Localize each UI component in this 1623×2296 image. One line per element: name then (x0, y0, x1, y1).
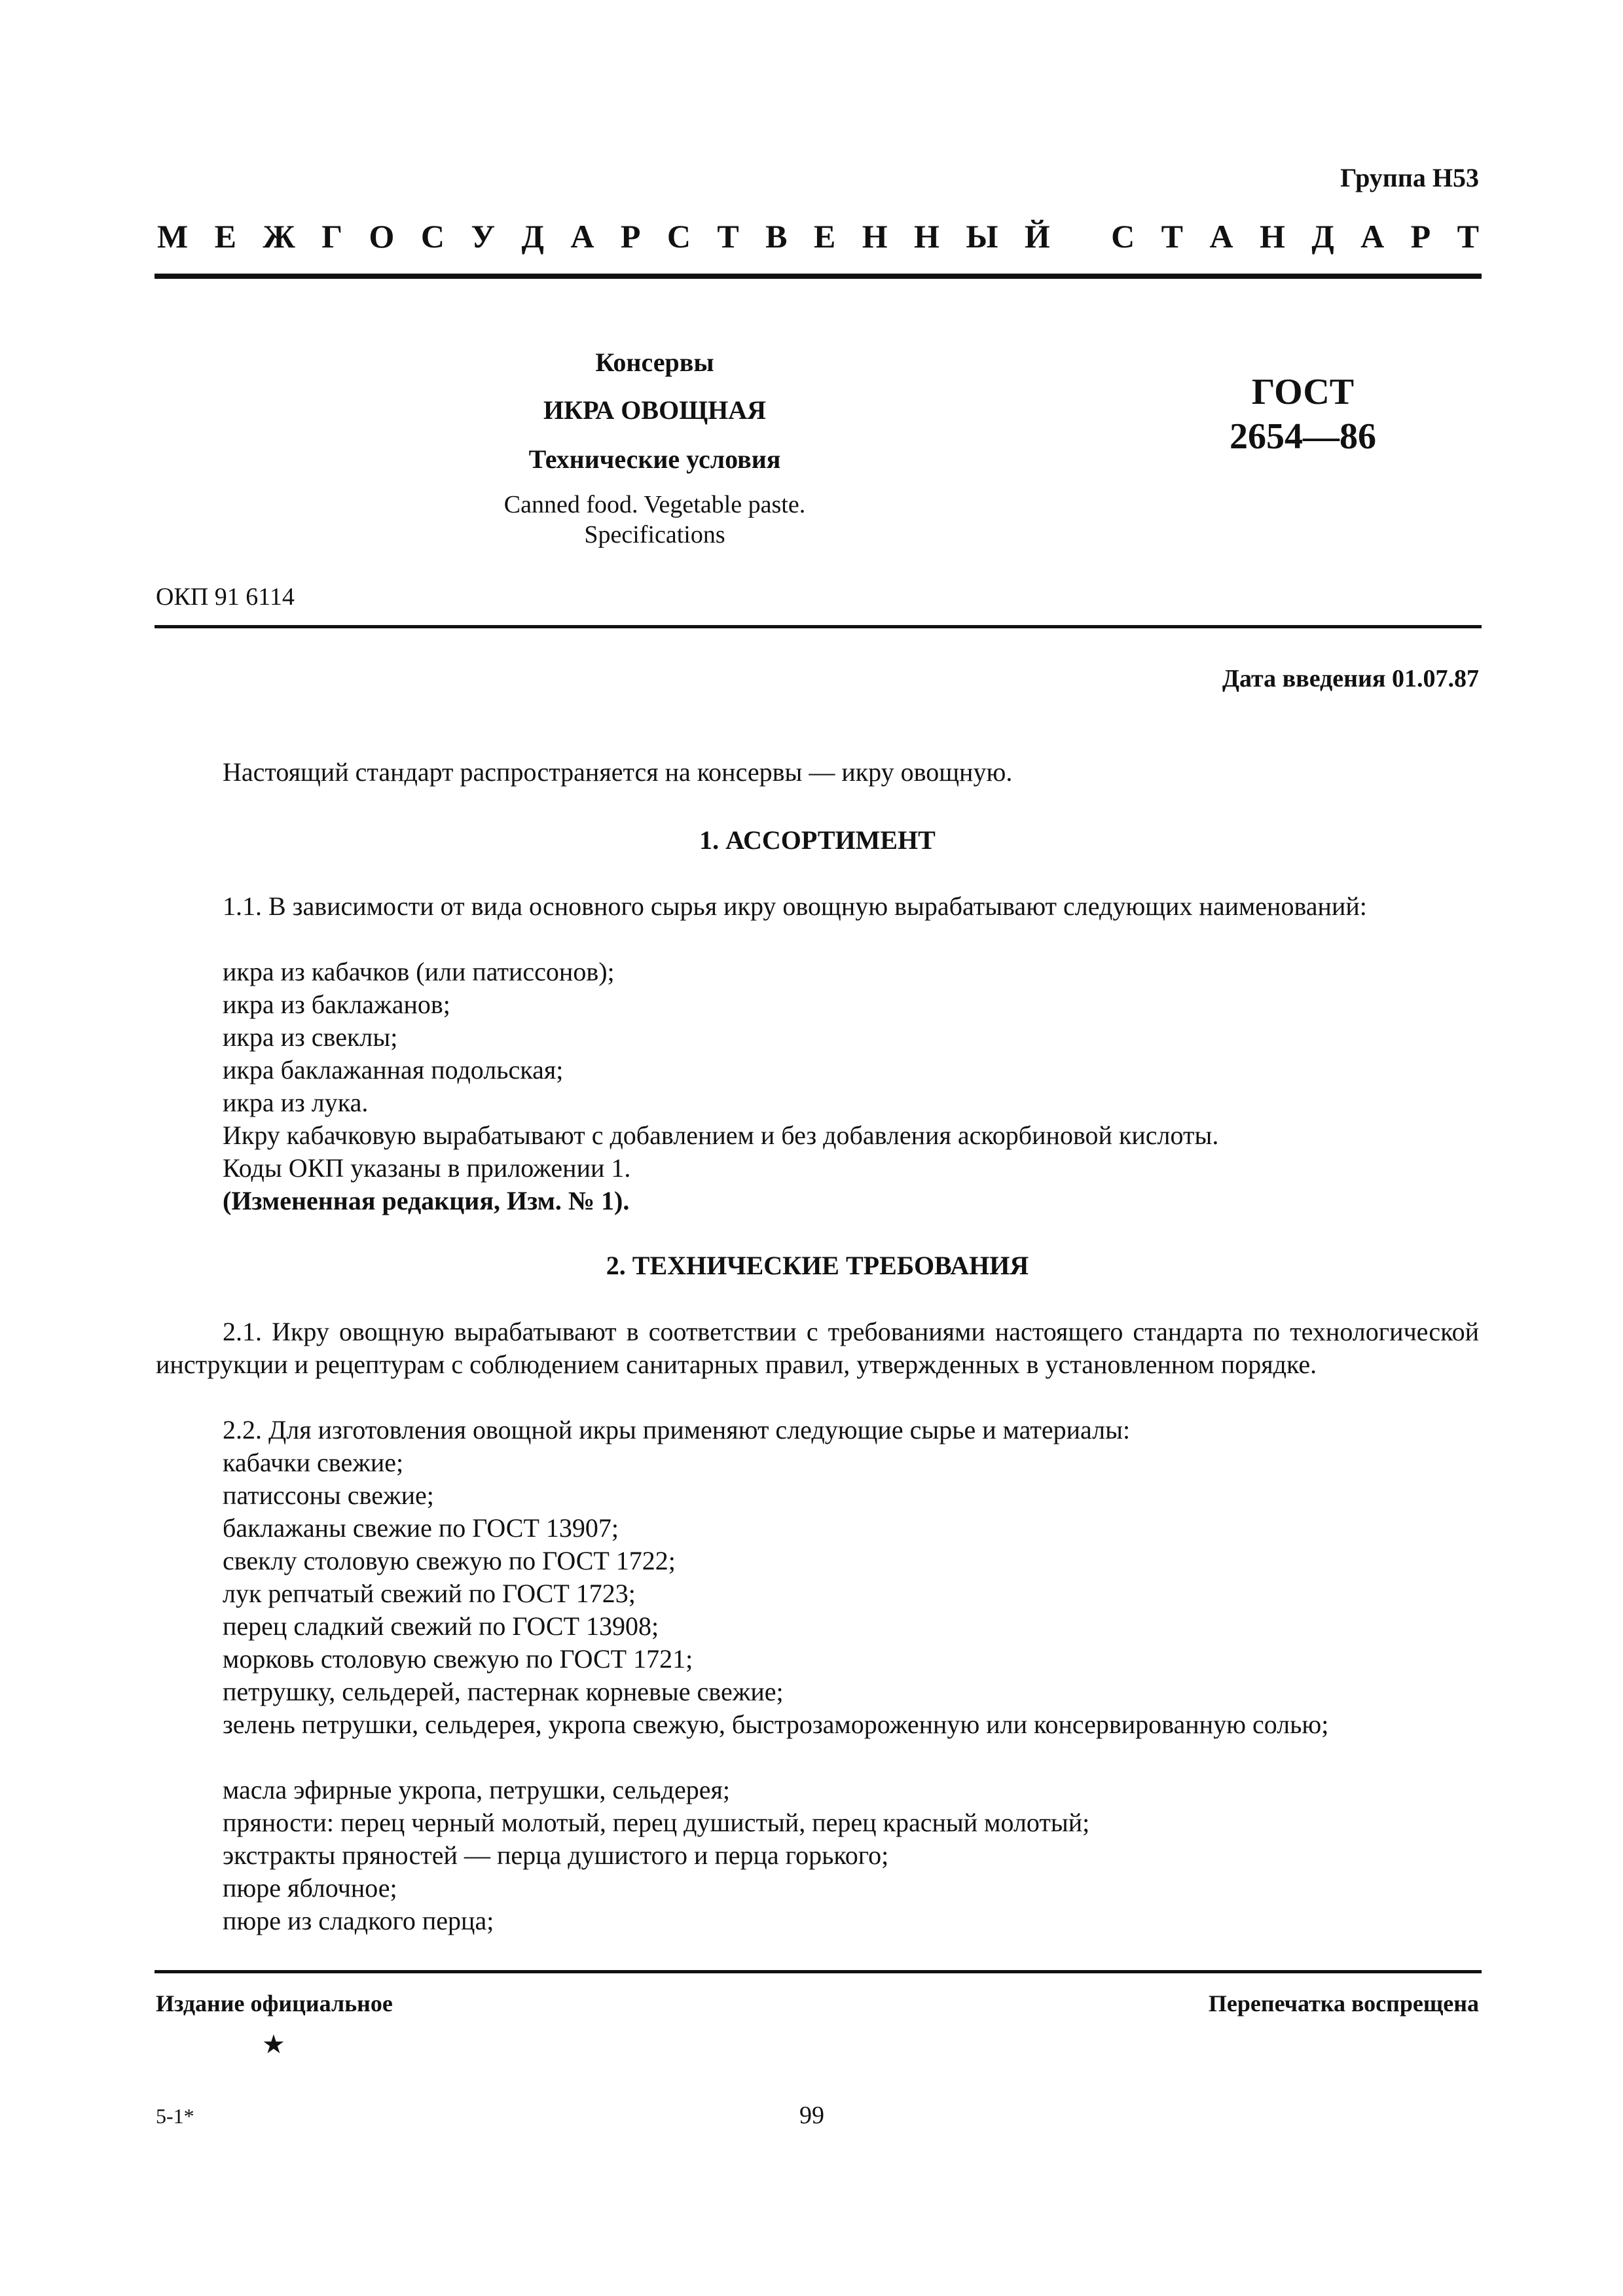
material-item: баклажаны свежие по ГОСТ 13907; (223, 1513, 619, 1543)
star-icon: ★ (262, 2030, 285, 2059)
material-item: морковь столовую свежую по ГОСТ 1721; (223, 1644, 693, 1674)
title-category: Консервы (595, 348, 714, 377)
section-1-okp-note: Коды ОКП указаны в приложении 1. (223, 1153, 631, 1183)
heading-letter: А (1360, 218, 1385, 255)
intro-paragraph: Настоящий стандарт распространяется на консервы — икру овощную. (223, 757, 1013, 787)
okp-code: ОКП 91 6114 (156, 583, 295, 611)
heading-letter: Е (214, 218, 236, 255)
print-code: 5-1* (156, 2104, 194, 2128)
material-item: лук репчатый свежий по ГОСТ 1723; (223, 1579, 636, 1608)
heading-letter: А (1209, 218, 1233, 255)
heading-letter: Д (521, 218, 544, 255)
effective-date: Дата введения 01.07.87 (1222, 665, 1479, 692)
material-item: пюре яблочное; (223, 1873, 397, 1903)
heading-letter: М (157, 218, 189, 255)
heading-letter: Д (1311, 218, 1334, 255)
section-2-heading: 2. ТЕХНИЧЕСКИЕ ТРЕБОВАНИЯ (606, 1251, 1029, 1280)
footer-rule (155, 1970, 1482, 1973)
group-label: Группа Н53 (1340, 163, 1479, 192)
title-name: ИКРА ОВОЩНАЯ (543, 395, 767, 425)
material-item: пряности: перец черный молотый, перец душистый, перец красный молотый; (223, 1808, 1090, 1837)
gost-designation (1152, 370, 1453, 459)
title-english (393, 490, 917, 550)
heading-letter: А (570, 218, 594, 255)
gost-label: ГОСТ (1251, 372, 1355, 412)
title-english-line1: Canned food. Vegetable paste. (503, 491, 806, 518)
material-item: свеклу столовую свежую по ГОСТ 1722; (223, 1546, 676, 1575)
heading-letter: Р (1410, 218, 1431, 255)
heading-gap (1076, 217, 1085, 255)
heading-letter: С (420, 218, 445, 255)
heading-letter: Й (1024, 218, 1050, 255)
material-item: перец сладкий свежий по ГОСТ 13908; (223, 1611, 659, 1641)
heading-letter: Р (620, 218, 641, 255)
heading-letter: Ы (966, 218, 998, 255)
heading-letter: Е (813, 218, 836, 255)
heading-letter: Н (862, 218, 888, 255)
heading-letter: Т (717, 218, 739, 255)
page-number: 99 (799, 2102, 824, 2129)
heading-letter: Н (914, 218, 939, 255)
section-1-note: Икру кабачковую вырабатывают с добавлением и без добавления аскорбиновой кислоты. (223, 1121, 1219, 1150)
heading-letter: Т (1457, 218, 1479, 255)
amendment-note: (Измененная редакция, Изм. № 1). (223, 1186, 630, 1215)
heading-letter: С (1111, 218, 1135, 255)
material-item-greens: зелень петрушки, сельдерея, укропа свежую, быстрозамороженную или консервированную солью; (223, 1710, 1329, 1739)
assortment-item: икра из кабачков (или патиссонов); (223, 957, 615, 986)
title-subtitle: Технические условия (528, 444, 781, 474)
heading-letter: У (471, 218, 496, 255)
section-2-p1: 2.1. Икру овощную вырабатывают в соответствии с требованиями настоящего стандарта по технологической инструкции и рецептурам с соблюдением санитарных правил, утвержденных в установленном порядке. (156, 1317, 1479, 1379)
material-item: пюре из сладкого перца; (223, 1906, 494, 1935)
official-edition-label: Издание официальное (156, 1990, 393, 2017)
title-english-line2: Specifications (584, 521, 725, 548)
heading-letter: Г (321, 218, 343, 255)
standard-type-heading (157, 217, 1479, 255)
material-item: масла эфирные укропа, петрушки, сельдерея; (223, 1775, 730, 1804)
heading-letter: С (666, 218, 691, 255)
material-item: петрушку, сельдерей, пастернак корневые свежие; (223, 1677, 784, 1706)
assortment-item: икра из лука. (223, 1088, 369, 1117)
heading-letter: Н (1259, 218, 1285, 255)
assortment-item: икра из баклажанов; (223, 990, 450, 1019)
material-item: патиссоны свежие; (223, 1480, 434, 1510)
header-rule (155, 274, 1482, 279)
section-2-p2: 2.2. Для изготовления овощной икры применяют следующие сырье и материалы: (223, 1415, 1131, 1444)
gost-number: 2654—86 (1230, 416, 1376, 457)
section-1-heading: 1. АССОРТИМЕНТ (699, 825, 936, 855)
heading-letter: Т (1161, 218, 1184, 255)
assortment-item: икра из свеклы; (223, 1022, 398, 1052)
reprint-prohibited-label: Перепечатка воспрещена (1208, 1990, 1479, 2017)
heading-letter: О (369, 218, 395, 255)
title-rule (155, 625, 1482, 628)
heading-letter: В (765, 218, 788, 255)
material-item: кабачки свежие; (223, 1448, 404, 1477)
assortment-item: икра баклажанная подольская; (223, 1055, 564, 1085)
section-1-p1: 1.1. В зависимости от вида основного сырья икру овощную вырабатывают следующих наименований: (223, 891, 1367, 921)
material-item: экстракты пряностей — перца душистого и перца горького; (223, 1840, 889, 1870)
heading-letter: Ж (263, 218, 295, 255)
